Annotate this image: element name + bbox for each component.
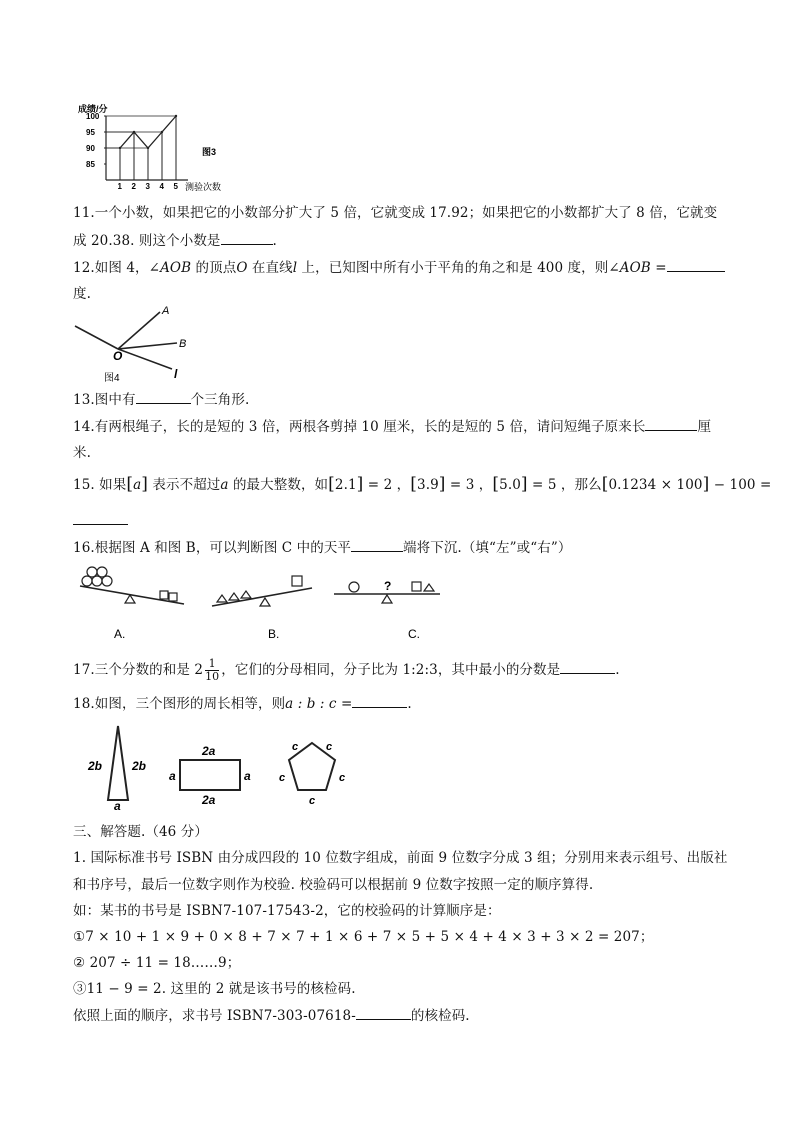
chart-xlabel: 测验次数: [185, 182, 222, 192]
q12-text: =: [650, 260, 667, 276]
pentagon-side: c: [279, 772, 286, 784]
q13-line: [73, 389, 249, 410]
q17-text: ，它们的分母相同，分子比为 1:2:3，其中最小的分数是: [221, 662, 561, 678]
q12-text: 上，已知图中所有小于平角的角之和是 400 度，则: [297, 260, 609, 276]
ray-oa: [118, 312, 160, 349]
x-tick-label: 4: [159, 182, 164, 191]
chart-caption: 图3: [202, 147, 217, 157]
x-tick-label: 2: [131, 182, 136, 191]
q14-text: 厘: [697, 419, 712, 435]
q15-text: 表示不超过: [148, 477, 221, 493]
problem1-line3: 如：某书的书号是 ISBN7-107-17543-2，它的校验码的计算顺序是：: [73, 903, 501, 919]
example-3: 5.0: [499, 477, 521, 493]
angle-aob: ∠AOB: [148, 260, 192, 276]
question-mark: ?: [384, 579, 392, 593]
figure-caption: 图4: [104, 373, 120, 384]
q12-line2: 度.: [73, 286, 91, 302]
problem1-text: 依照上面的顺序，求书号 ISBN7-303-07618-: [73, 1008, 356, 1024]
y-tick-label: 85: [86, 160, 95, 169]
balance-label-a: A.: [114, 627, 126, 641]
label-b: B: [179, 338, 187, 350]
line-l: l: [292, 260, 298, 276]
q15-text: = 2 ，: [363, 477, 411, 493]
balance-label-b: B.: [268, 627, 280, 641]
y-tick-label: 100: [86, 112, 100, 121]
balance-c: [334, 579, 440, 603]
data-point: [119, 147, 121, 149]
section-title: 三、解答题.（46 分）: [73, 824, 208, 840]
q15-text: = 5 ，那么: [527, 477, 602, 493]
data-point: [147, 147, 149, 149]
problem1-line7: [73, 1005, 470, 1026]
q15-text: = 3 ，: [445, 477, 493, 493]
q14-line1: [73, 416, 711, 437]
data-point: [175, 115, 177, 117]
q12-text: 12.如图 4，: [73, 260, 149, 276]
q15-text: 的最大整数，如: [228, 477, 329, 493]
q15-text: − 100 =: [709, 477, 772, 493]
chart-ylabel: 成绩/分: [78, 104, 108, 114]
var-a: a: [220, 477, 229, 493]
y-tick-label: 90: [86, 144, 95, 153]
answer-blank[interactable]: [73, 510, 128, 525]
data-point: [133, 131, 135, 133]
figure-16-balances: [72, 562, 452, 644]
rect-right: a: [244, 769, 251, 783]
x-tick-label: 5: [173, 182, 178, 191]
ratio-expression: a : b : c: [285, 696, 337, 712]
ray-ob: [118, 343, 177, 349]
q17-text: 17.三个分数的和是 2: [73, 662, 204, 678]
q18-line: [73, 693, 412, 714]
q16-text: 16.根据图 A 和图 B，可以判断图 C 中的天平: [73, 540, 352, 556]
answer-blank[interactable]: [667, 257, 725, 272]
problem1-line1: 1. 国际标准书号 ISBN 由分成四段的 10 位数字组成，前面 9 位数字分成 3 组；分别用来表示组号、出版社: [73, 850, 728, 866]
q15-text: 15. 如果: [73, 477, 127, 493]
pentagon-side: c: [339, 772, 346, 784]
rect-bottom: 2a: [202, 793, 216, 807]
figure-4: [72, 302, 202, 384]
q12-text: 在直线: [247, 260, 293, 276]
rect-left: a: [169, 769, 176, 783]
isosceles-triangle: [108, 726, 128, 800]
triangle-side-left: 2b: [88, 759, 103, 773]
example-2: 3.9: [417, 477, 439, 493]
data-point: [161, 131, 163, 133]
line-l-left: [75, 326, 118, 349]
x-tick-label: 3: [145, 182, 150, 191]
q11-line1: 11.一个小数，如果把它的小数部分扩大了 5 倍，它就变成 17.92；如果把它的小数都扩大了 8 倍，它就变: [73, 205, 718, 221]
label-a: A: [162, 305, 170, 317]
line-l-right: [118, 349, 172, 369]
q14-line2: 米.: [73, 445, 91, 461]
problem1-text: 的核检码.: [410, 1008, 470, 1024]
q17-text: .: [615, 662, 620, 678]
q18-text: 18.如图，三个图形的周长相等，则: [73, 696, 286, 712]
problem1-line6: ③11 − 9 = 2. 这里的 2 就是该书号的核检码.: [73, 981, 356, 997]
answer-blank[interactable]: [221, 230, 273, 245]
triangle-base: a: [114, 799, 121, 810]
problem1-line4: ①7 × 10 + 1 × 9 + 0 × 8 + 7 × 7 + 1 × 6 + 7 × 5 + 5 × 4 + 4 × 3 + 3 × 2 = 207；: [73, 929, 654, 945]
example-1: 2.1: [334, 477, 357, 493]
q14-text: 14.有两根绳子，长的是短的 3 倍，两根各剪掉 10 厘米，长的是短的 5 倍，请问短绳子原来长: [73, 419, 646, 435]
pentagon-side: c: [292, 741, 299, 753]
answer-blank[interactable]: [351, 537, 403, 552]
pentagon-side: c: [326, 741, 333, 753]
q17-line: [73, 658, 620, 683]
y-tick-label: 95: [86, 128, 95, 137]
fraction: $\frac{1}{10}$: [205, 657, 220, 683]
balance-label-c: C.: [408, 627, 420, 641]
figure-18-shapes: [80, 718, 370, 810]
figure-3-chart: [78, 100, 258, 192]
answer-blank[interactable]: [560, 659, 615, 674]
answer-blank[interactable]: [136, 389, 191, 404]
q11-end: .: [272, 233, 277, 249]
q11-text: 成 20.38. 则这个小数是: [73, 233, 221, 249]
triangle-side-right: 2b: [132, 759, 147, 773]
rectangle: [180, 760, 240, 790]
q16-line: [73, 537, 571, 558]
balance-a: [80, 567, 184, 604]
angle-aob: ∠AOB: [608, 260, 651, 276]
answer-blank[interactable]: [352, 693, 407, 708]
q18-text: =: [336, 696, 353, 712]
q12-text: 的顶点: [191, 260, 237, 276]
var-a: a: [133, 477, 142, 493]
pentagon-side: c: [309, 795, 316, 807]
q16-text: 端将下沉.（填“左”或“右”）: [403, 540, 572, 556]
q11-line2: [73, 230, 277, 251]
q13-text: 个三角形.: [190, 392, 250, 408]
rect-top: 2a: [202, 744, 216, 758]
expression: 0.1234 × 100: [608, 477, 703, 493]
label-l: l: [174, 367, 178, 381]
q13-text: 13.图中有: [73, 392, 136, 408]
answer-blank[interactable]: [645, 416, 697, 431]
balance-b: [212, 576, 312, 606]
point-o: O: [236, 260, 248, 276]
q12-line1: [73, 257, 725, 278]
q15-line1: 15. 如果[a] 表示不超过a 的最大整数，如[2.1] = 2 ，[3.9] = 3 ，[5.0] = 5 ，那么[0.1234 × 100] − 100 =: [73, 474, 772, 494]
q18-text: .: [407, 696, 412, 712]
problem1-line2: 和书序号，最后一位数字则作为校验. 校验码可以根据前 9 位数字按照一定的顺序算得.: [73, 877, 594, 893]
answer-blank[interactable]: [356, 1005, 411, 1020]
problem1-line5: ② 207 ÷ 11 = 18……9；: [73, 955, 241, 971]
label-o: O: [113, 349, 123, 363]
x-tick-label: 1: [117, 182, 122, 191]
